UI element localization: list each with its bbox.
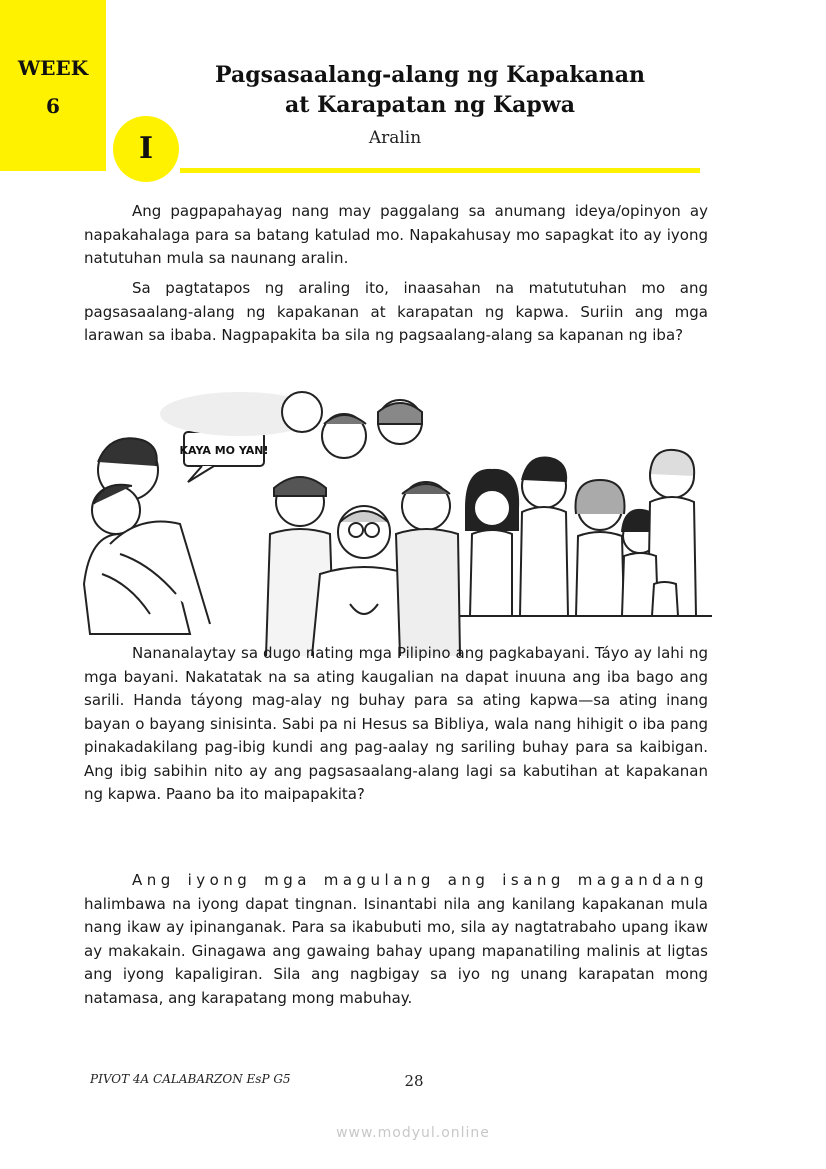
paragraph-intro (84, 200, 708, 271)
paragraph-objective (84, 277, 708, 348)
page-number: 28 (404, 1072, 424, 1090)
illustration-collage (80, 384, 712, 656)
paragraph-heroism (84, 642, 708, 807)
week-badge (0, 0, 106, 171)
lesson-title-line1: Pagsasaalang-alang ng Kapakanan (215, 62, 645, 88)
watermark: www.modyul.online (336, 1125, 490, 1141)
paragraph-3: Nananalaytay sa dugo nating mga Pilipino ang pagkabayani. Táyo ay lahi ng mga bayani. Nakatatak na sa ating kaugalian na dapat inuuna ang iba bago ang sarili. Handa táyong mag-alay ng buhay para sa ating kapwa—sa ating inang bayan o bayang sinisinta. Sabi pa ni Hesus sa Bibliya, wala nang hihigit o iba pang pinakadakilang pag-ibig kundi ang pag-aalay ng sariling buhay para sa kaibigan. Ang ibig sabihin nito ay ang pagsasaalang-alang lagi sa kabutihan at kapakanan ng kapwa. Paano ba ito maipapakita? (84, 644, 708, 803)
paragraph-parents (84, 869, 708, 1010)
family-illustration (460, 450, 712, 616)
speech-bubble (184, 432, 264, 482)
speech-bubble-text: KAYA MO YAN! (179, 444, 269, 457)
section-divider (180, 168, 700, 173)
lesson-title-line2: at Karapatan ng Kapwa (285, 92, 575, 118)
week-number: 6 (46, 94, 60, 118)
paragraph-4-rest: halimbawa na iyong dapat tingnan. Isinantabi nila ang kanilang kapakanan mula nang ikaw ay ipinanganak. Para sa ikabubuti mo, sila ay nagtatrabaho upang ikaw ay makakain. Ginagawa ang gawaing bahay upang mapanatiling malinis at ligtas ang iyong kapaligiran. Sila ang nagbigay sa iyo ng unang karapatan mong natamasa, ang karapatang mong mabuhay. (84, 894, 708, 1007)
section-name: Aralin (368, 128, 422, 148)
section-letter-badge: I (113, 116, 179, 182)
footer-source: PIVOT 4A CALABARZON EsP G5 (90, 1072, 291, 1086)
hug-illustration (84, 438, 210, 634)
week-label: WEEK (17, 56, 89, 80)
paragraph-2: Sa pagtatapos ng araling ito, inaasahan na matututuhan mo ang pagsasaalang-alang ng kapakanan at karapatan ng kapwa. Suriin ang mga larawan sa ibaba. Nagpapakita ba sila ng pagsaalang-alang sa kapanan ng iba? (84, 279, 708, 344)
paragraph-4-lead: Ang iyong mga magulang ang isang magandang (132, 871, 708, 889)
paragraph-1: Ang pagpapahayag nang may paggalang sa anumang ideya/opinyon ay napakahalaga para sa batang katulad mo. Napakahusay mo sapagkat ito ay iyong natutuhan mula sa naunang aralin. (84, 202, 708, 267)
